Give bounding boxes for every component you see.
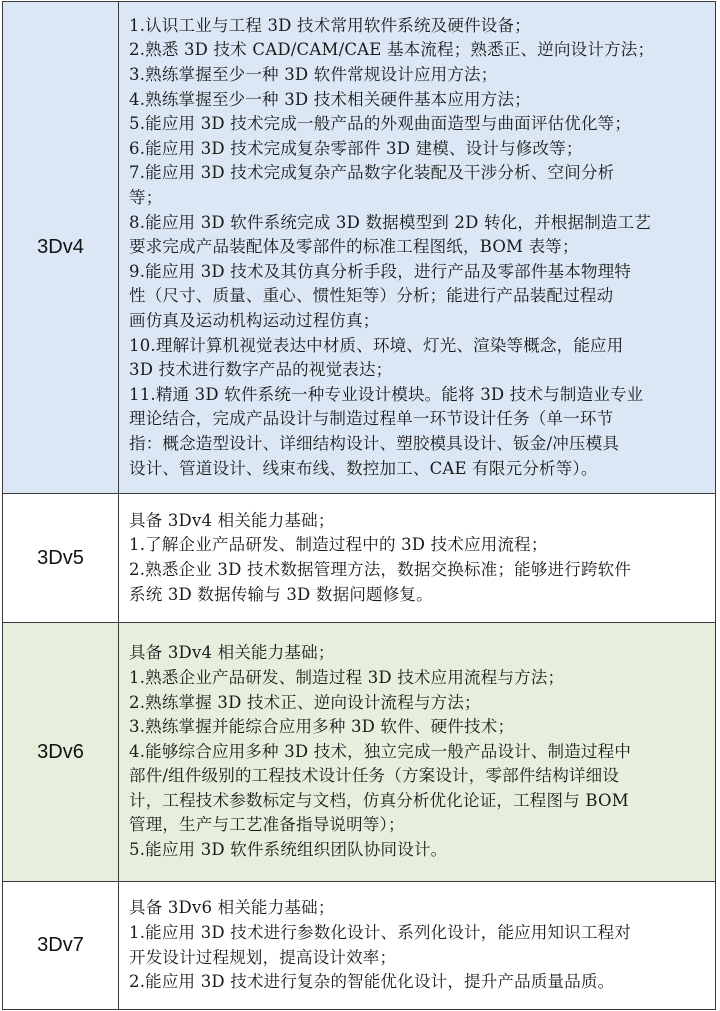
level-label: 3Dv6	[3, 623, 119, 882]
description-line: 指：概念造型设计、详细结构设计、塑胶模具设计、钣金/冲压模具	[129, 433, 620, 453]
description-line: 2.熟悉 3D 技术 CAD/CAM/CAE 基本流程；熟悉正、逆向设计方法；	[129, 40, 655, 60]
description-line: 等；	[129, 188, 163, 208]
description-line: 5.能应用 3D 软件系统组织团队协同设计。	[129, 840, 448, 860]
level-row-3dv5	[3, 494, 716, 623]
level-description	[119, 882, 716, 1010]
description-line: 2.能应用 3D 技术进行复杂的智能优化设计，提升产品质量品质。	[129, 972, 615, 992]
description-line: 计，工程技术参数标定与文档，仿真分析优化论证，工程图与 BOM	[129, 790, 629, 810]
description-line: 3.熟练掌握并能综合应用多种 3D 软件、硬件技术；	[129, 717, 515, 737]
description-line: 管理，生产与工艺准备指导说明等）；	[129, 815, 405, 835]
description-line: 1.熟悉企业产品研发、制造过程 3D 技术应用流程与方法；	[129, 667, 565, 687]
description-line: 2.熟练掌握 3D 技术正、逆向设计流程与方法；	[129, 692, 481, 712]
description-line: 1.认识工业与工程 3D 技术常用软件系统及硬件设备；	[129, 15, 531, 35]
description-line: 4.熟练掌握至少一种 3D 技术相关硬件基本应用方法；	[129, 89, 531, 109]
description-line: 11.精通 3D 软件系统一种专业设计模块。能将 3D 技术与制造业专业	[129, 384, 644, 404]
description-line: 4.能够综合应用多种 3D 技术，独立完成一般产品设计、制造过程中	[129, 741, 632, 761]
description-line: 理论结合，完成产品设计与制造过程单一环节设计任务（单一环节	[129, 409, 614, 429]
description-line: 1.能应用 3D 技术进行参数化设计、系列化设计，能应用知识工程对	[129, 922, 632, 942]
description-line: 具备 3Dv4 相关能力基础；	[129, 643, 335, 663]
description-line: 6.能应用 3D 技术完成复杂零部件 3D 建模、设计与修改等；	[129, 138, 583, 158]
description-line: 性（尺寸、质量、重心、惯性矩等）分析；能进行产品装配过程动	[129, 286, 614, 306]
description-line: 画仿真及运动机构运动过程仿真；	[129, 310, 380, 330]
description-line: 2.熟悉企业 3D 技术数据管理方法，数据交换标准；能够进行跨软件	[129, 560, 632, 579]
competency-table	[2, 1, 716, 1010]
description-line: 要求完成产品装配体及零部件的标准工程图纸，BOM 表等；	[129, 237, 579, 257]
description-line: 3D 技术进行数字产品的视觉表达；	[129, 360, 393, 380]
level-description	[119, 494, 716, 623]
level-description	[119, 623, 716, 882]
description-line: 8.能应用 3D 软件系统完成 3D 数据模型到 2D 转化，并根据制造工艺	[129, 212, 651, 232]
description-line: 3.熟练掌握至少一种 3D 软件常规设计应用方法；	[129, 65, 498, 85]
level-label: 3Dv5	[3, 494, 119, 623]
level-description	[119, 2, 716, 494]
description-line: 10.理解计算机视觉表达中材质、环境、灯光、渲染等概念，能应用	[129, 335, 624, 355]
level-label: 3Dv7	[3, 882, 119, 1010]
description-line: 设计、管道设计、线束布线、数控加工、CAE 有限元分析等）。	[129, 458, 598, 478]
description-line: 1.了解企业产品研发、制造过程中的 3D 技术应用流程；	[129, 535, 548, 555]
description-line: 9.能应用 3D 技术及其仿真分析手段，进行产品及零部件基本物理特	[129, 261, 632, 281]
level-row-3dv4	[3, 2, 716, 494]
description-line: 7.能应用 3D 技术完成复杂产品数字化装配及干涉分析、空间分析	[129, 163, 615, 183]
level-label: 3Dv4	[3, 2, 119, 494]
description-line: 5.能应用 3D 技术完成一般产品的外观曲面造型与曲面评估优化等；	[129, 114, 632, 134]
level-row-3dv7	[3, 882, 716, 1010]
description-line: 部件/组件级别的工程技术设计任务（方案设计，零部件结构详细设	[129, 766, 620, 786]
description-line: 开发设计过程规划，提高设计效率；	[129, 947, 397, 967]
description-line: 具备 3Dv6 相关能力基础；	[129, 898, 335, 918]
level-row-3dv6	[3, 623, 716, 882]
description-line: 具备 3Dv4 相关能力基础；	[129, 510, 335, 530]
description-line: 系统 3D 数据传输与 3D 数据问题修复。	[129, 584, 433, 604]
